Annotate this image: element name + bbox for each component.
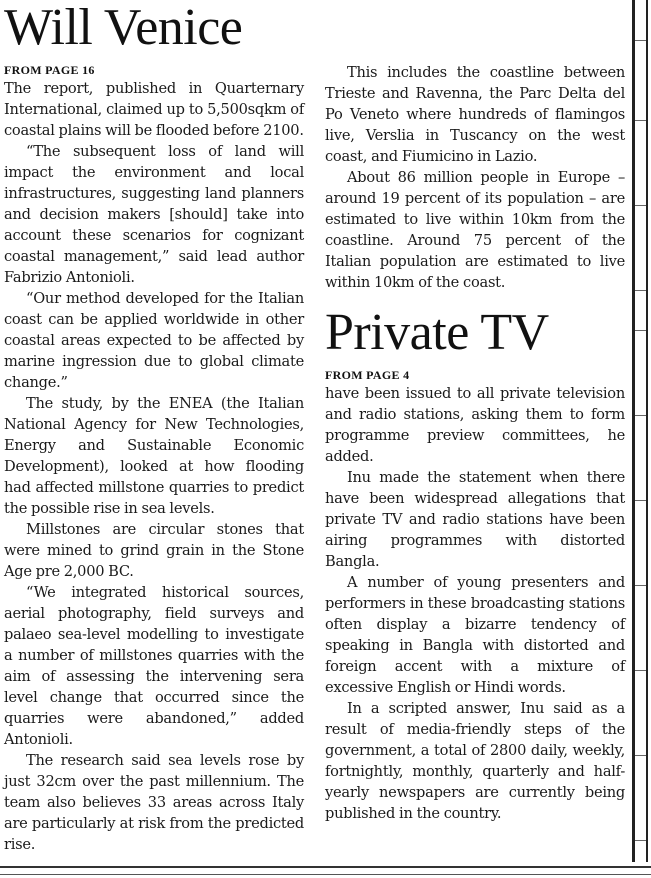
left-column	[4, 0, 304, 855]
story2-paragraph: have been issued to all private television and radio stations, asking them to form programme preview committees, he added.	[325, 385, 625, 465]
bottom-rule	[0, 874, 651, 875]
rule-tick	[635, 205, 646, 206]
column-rule	[646, 0, 648, 862]
story1-headline: Will Venice	[4, 0, 243, 56]
story1-paragraph: About 86 million people in Europe – around 19 percent of its population – are estimated to live within 10km from the coastline. Around 75 percent of the Italian population are estimated to live within 10km of the coast.	[325, 169, 625, 291]
rule-tick	[635, 670, 646, 671]
rule-tick	[635, 40, 646, 41]
rule-tick	[635, 290, 646, 291]
story2-paragraph: In a scripted answer, Inu said as a result of media-friendly steps of the government, a total of 2800 daily, weekly, fortnightly, monthly, quarterly and half-yearly newspapers are currently being published in the country.	[325, 700, 625, 822]
story1-paragraph: “Our method developed for the Italian coast can be applied worldwide in other coastal areas expected to be affected by marine ingression due to global climate change.”	[4, 290, 304, 391]
rule-tick	[635, 330, 646, 331]
rule-tick	[635, 840, 646, 841]
story1-paragraph: The report, published in Quarternary International, claimed up to 5,500sqkm of coastal plains will be flooded before 2100.	[4, 80, 304, 139]
rule-tick	[635, 755, 646, 756]
story1-from-page: FROM PAGE 16	[4, 63, 95, 77]
story2-paragraph: Inu made the statement when there have been widespread allegations that private TV and radio stations have been airing programmes with distorted Bangla.	[325, 469, 625, 570]
story1-paragraph: The study, by the ENEA (the Italian National Agency for New Technologies, Energy and Sustainable Economic Development), looked at how flooding had affected millstone quarries to predict the possible rise in sea levels.	[4, 395, 304, 517]
story1-paragraph: The research said sea levels rose by just 32cm over the past millennium. The team also believes 33 areas across Italy are particularly at risk from the predicted rise.	[4, 752, 304, 853]
story1-paragraph: “We integrated historical sources, aerial photography, field surveys and palaeo sea-level modelling to investigate a number of millstones quarries with the aim of assessing the intervening sera level change that occurred since the quarries were abandoned,” added Antonioli.	[4, 584, 304, 748]
rule-tick	[635, 415, 646, 416]
right-column	[325, 0, 625, 824]
story2-from-page: FROM PAGE 4	[325, 368, 410, 382]
rule-tick	[635, 585, 646, 586]
rule-tick	[635, 120, 646, 121]
story1-paragraph: “The subsequent loss of land will impact the environment and local infrastructures, suggesting land planners and decision makers [should] take into account these scenarios for cognizant coastal management,” said lead author Fabrizio Antonioli.	[4, 143, 304, 286]
bottom-rule	[0, 866, 651, 868]
story2-headline: Private TV	[325, 304, 549, 361]
story1-paragraph: This includes the coastline between Trieste and Ravenna, the Parc Delta del Po Veneto where hundreds of flamingos live, Verslia in Tuscancy on the west coast, and Fiumicino in Lazio.	[325, 64, 625, 165]
story2-paragraph: A number of young presenters and performers in these broadcasting stations often display a bizarre tendency of speaking in Bangla with distorted and foreign accent with a mixture of excessive English or Hindi words.	[325, 574, 625, 696]
column-rule	[632, 0, 635, 862]
rule-tick	[635, 500, 646, 501]
story1-paragraph: Millstones are circular stones that were mined to grind grain in the Stone Age pre 2,000 BC.	[4, 521, 304, 580]
